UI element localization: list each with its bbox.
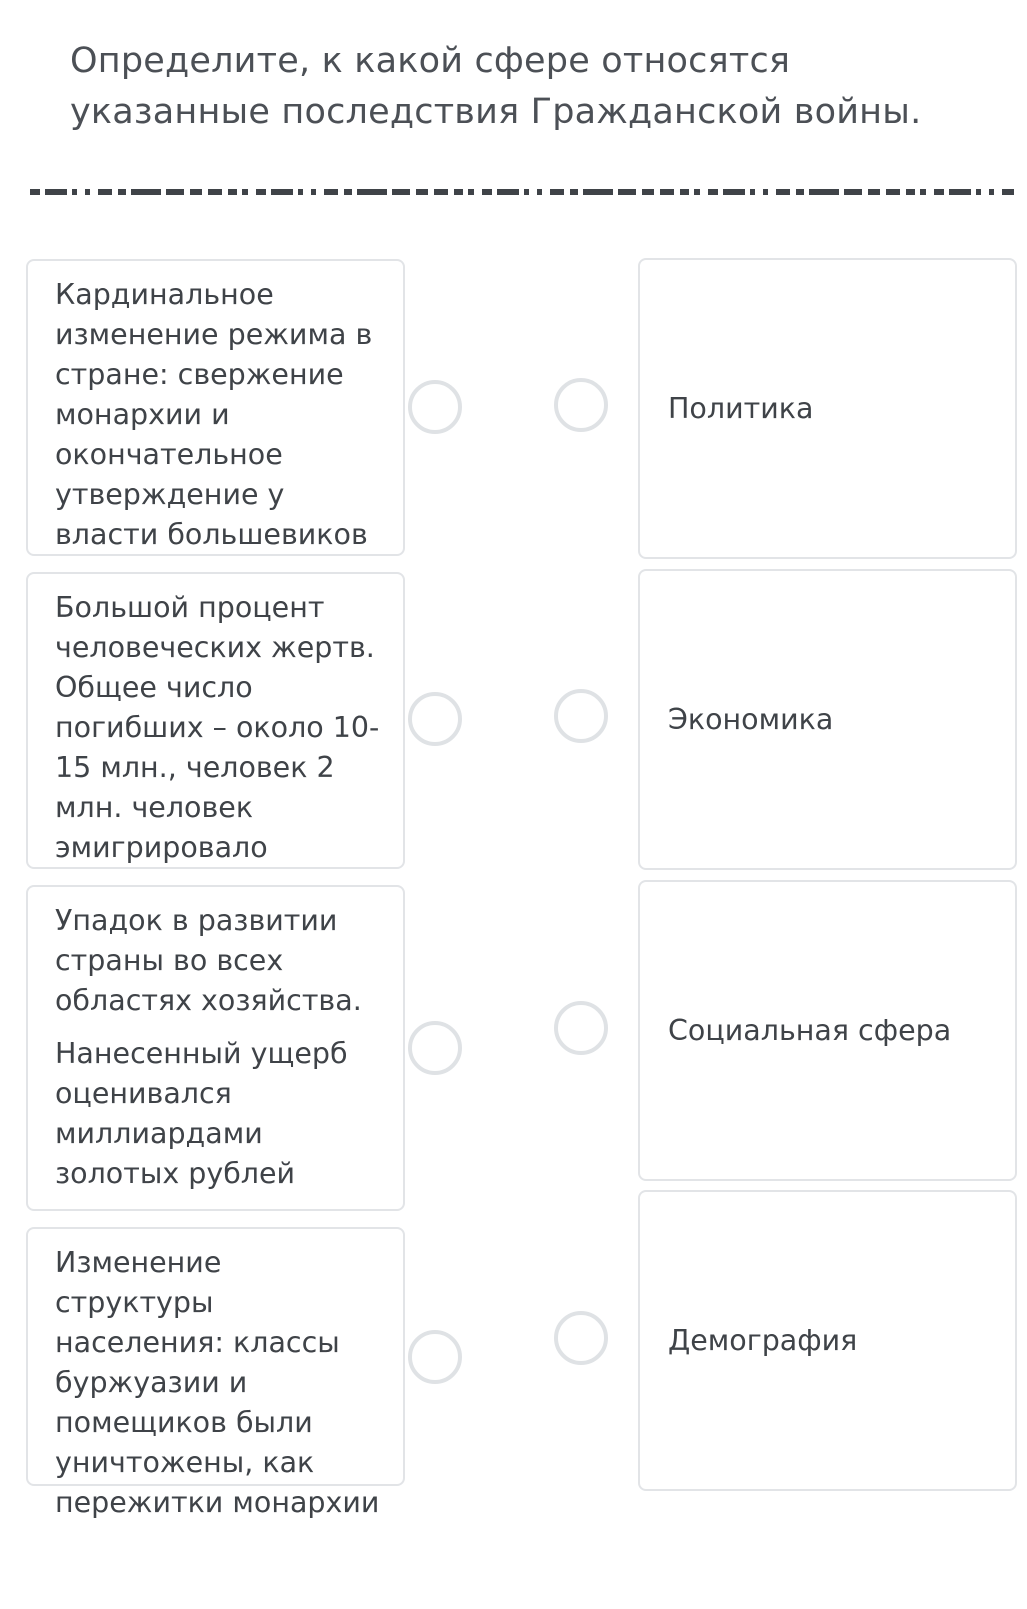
- consequence-text: Упадок в развитии страны во всех областях хозяйства.: [55, 904, 362, 1017]
- left-connector-2[interactable]: [408, 692, 462, 746]
- right-connector-3[interactable]: [554, 1001, 608, 1055]
- sphere-label: Экономика: [668, 703, 834, 736]
- sphere-card-economy[interactable]: [638, 569, 1017, 870]
- consequence-text: Нанесенный ущерб оценивался миллиардами золотых рублей: [55, 1037, 348, 1190]
- sphere-label: Демография: [668, 1324, 858, 1357]
- left-connector-1[interactable]: [408, 380, 462, 434]
- sphere-card-social[interactable]: [638, 880, 1017, 1181]
- left-connector-3[interactable]: [408, 1021, 462, 1075]
- right-connector-2[interactable]: [554, 689, 608, 743]
- dashed-divider: [30, 188, 1014, 196]
- left-connector-4[interactable]: [408, 1330, 462, 1384]
- consequence-text: Кардинальное изменение режима в стране: свержение монархии и окончательное утверждение у власти большевиков: [55, 278, 373, 551]
- consequence-text: Изменение структуры населения: классы буржуазии и помещиков были уничтожены, как пережитки монархии: [55, 1246, 380, 1519]
- sphere-card-politics[interactable]: [638, 258, 1017, 559]
- consequence-card-4[interactable]: [26, 1227, 405, 1519]
- sphere-label: Социальная сфера: [668, 1014, 952, 1047]
- consequence-card-1[interactable]: [26, 259, 405, 556]
- right-connector-1[interactable]: [554, 378, 608, 432]
- consequence-text: Большой процент человеческих жертв. Общее число погибших – около 10-15 млн., человек 2 млн. человек эмигрировало: [55, 591, 380, 864]
- sphere-card-demography[interactable]: [638, 1190, 1017, 1491]
- right-connector-4[interactable]: [554, 1311, 608, 1365]
- consequence-card-3[interactable]: [26, 885, 405, 1211]
- question-text: Определите, к какой сфере относятся указанные последствия Гражданской войны.: [70, 41, 922, 132]
- consequence-card-2[interactable]: [26, 572, 405, 869]
- sphere-label: Политика: [668, 392, 814, 425]
